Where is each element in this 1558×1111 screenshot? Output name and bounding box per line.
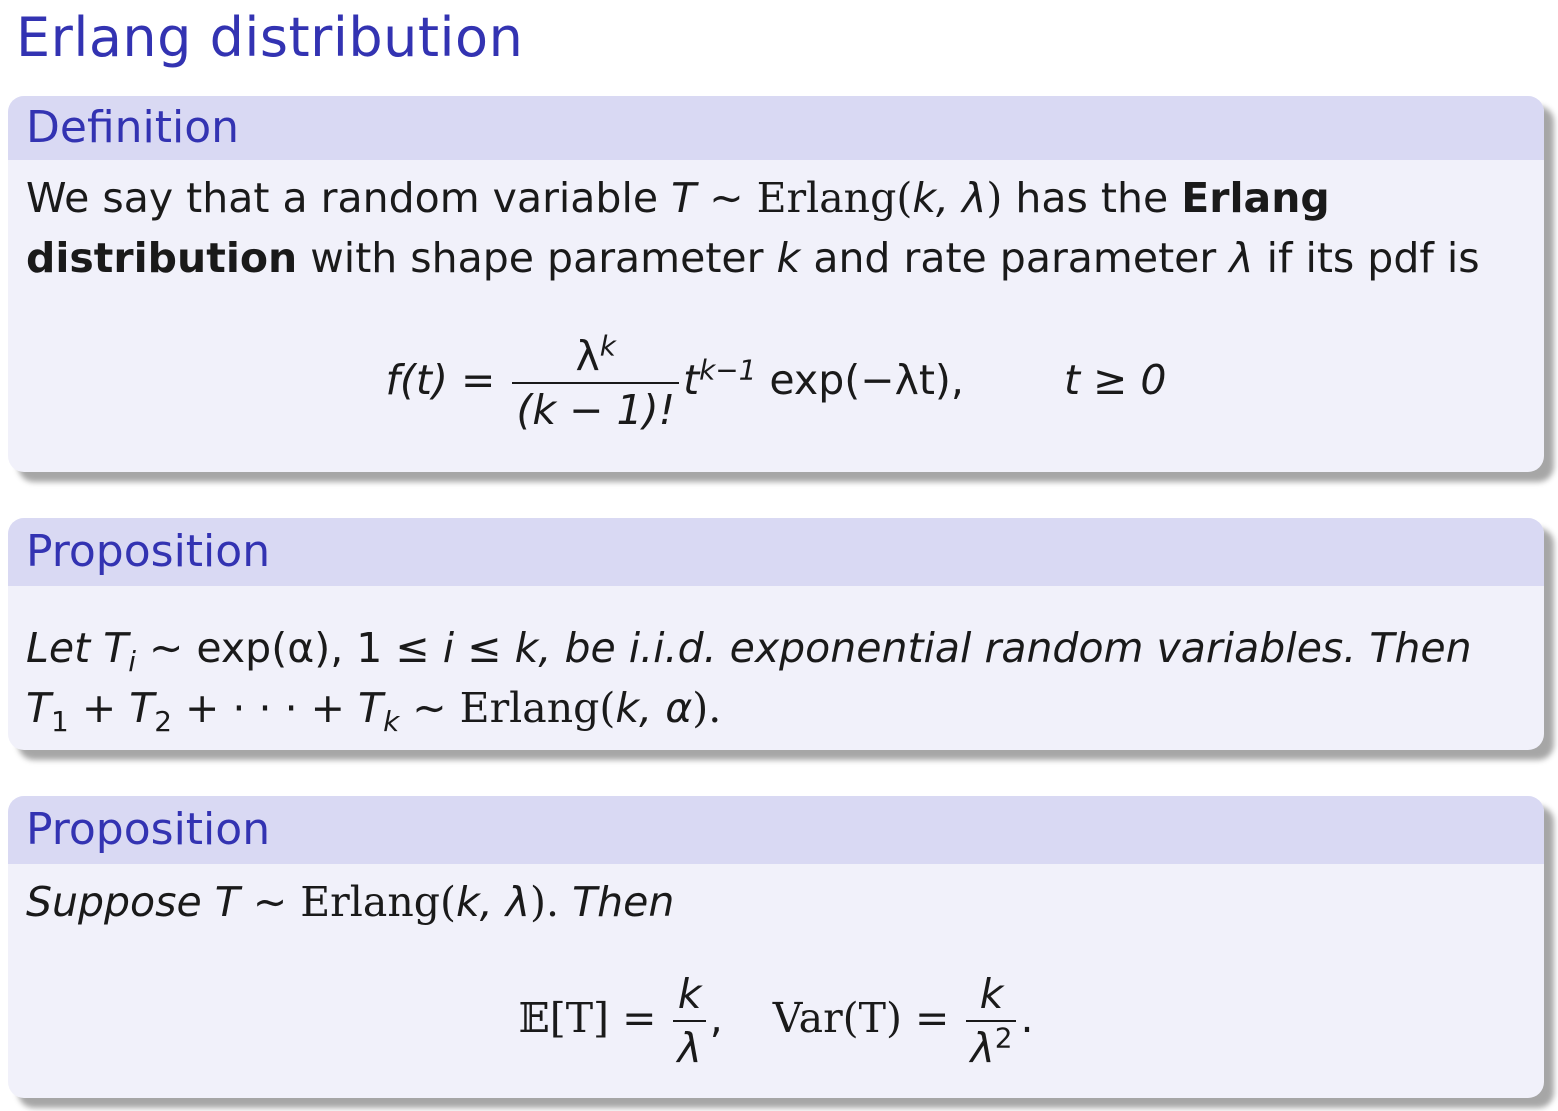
- pdf-formula: f(t) = $\frac{\lambda^k}{(k - 1)!}$ $t^{k-1}$ exp(−λt), t ≥ 0: [385, 329, 1167, 434]
- definition-line-1: We say that a random variable T ∼ Erlang(k, λ) has the Erlang: [26, 174, 1330, 222]
- definition-heading: Definition: [8, 96, 1544, 160]
- distribution-bold: distribution: [26, 234, 298, 282]
- moments-formula: 𝔼[T] = $\frac{k}{\lambda}$ , Var(T) = $\frac{k}{\lambda^2}$ .: [518, 970, 1034, 1072]
- proposition-2-heading: Proposition: [8, 796, 1544, 864]
- slide-title: Erlang distribution: [16, 6, 524, 69]
- proposition-2-body: [8, 864, 1544, 1098]
- variance-fraction: $\frac{k}{\lambda^2}$: [966, 968, 1016, 1074]
- proposition-2-block: [8, 796, 1544, 1098]
- definition-body: [8, 160, 1544, 472]
- mean-fraction: $\frac{k}{\lambda}$: [673, 968, 705, 1074]
- definition-line-2: distribution with shape parameter k and rate parameter λ if its pdf is: [26, 234, 1480, 282]
- proposition-1-block: [8, 518, 1544, 750]
- proposition-1-body: [8, 586, 1544, 750]
- definition-block: [8, 96, 1544, 472]
- proposition-1-line-2: $T_1 + T_2$ + · · · + $T_k$ ∼ Erlang(k, α).: [26, 684, 722, 739]
- erlang-bold: Erlang: [1181, 174, 1330, 222]
- proposition-2-line-1: Suppose T ∼ Erlang(k, λ). Then: [26, 878, 675, 926]
- pdf-fraction: $\frac{\lambda^k}{(k - 1)!}$: [512, 330, 679, 436]
- proposition-1-line-1: Let $T_i$ ∼ exp(α), 1 ≤ i ≤ k, be i.i.d. exponential random variables. Then: [26, 624, 1472, 679]
- proposition-1-heading: Proposition: [8, 518, 1544, 586]
